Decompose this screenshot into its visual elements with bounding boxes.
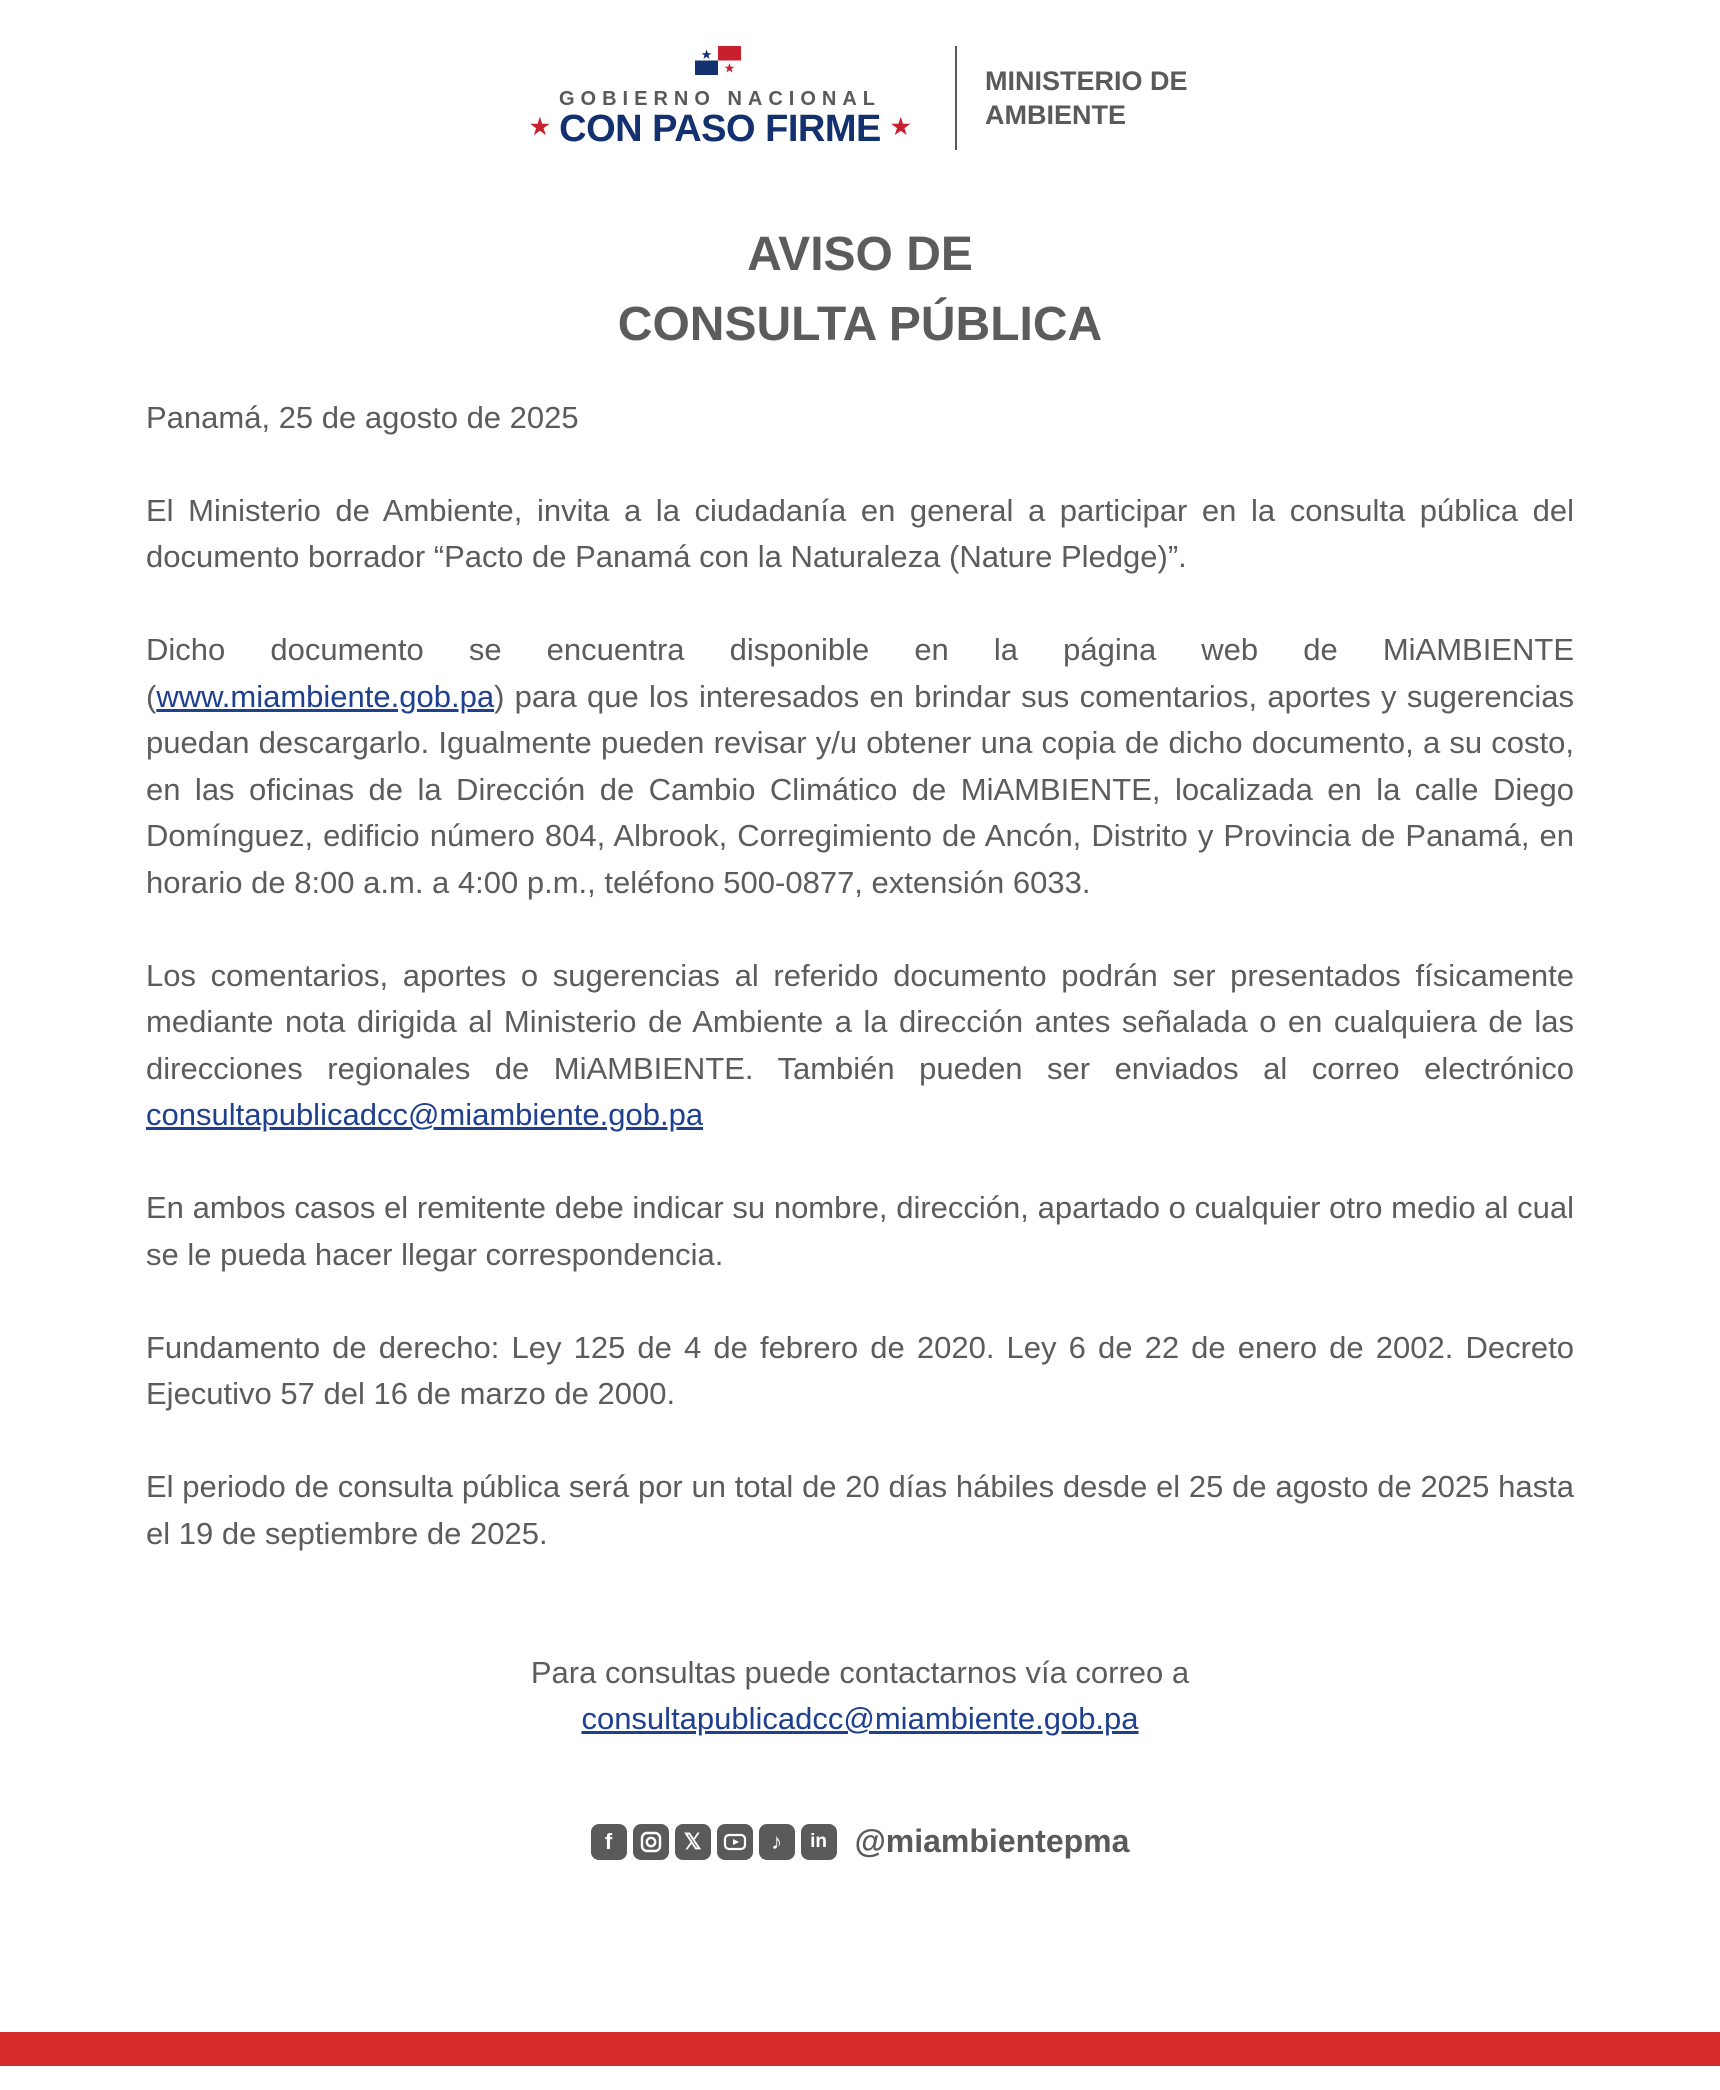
gobierno-nacional-text: GOBIERNO NACIONAL <box>559 88 881 110</box>
contact-section <box>0 1650 1720 1742</box>
document-body <box>146 395 1574 1604</box>
social-bar <box>0 1823 1720 1863</box>
paragraph-legal-basis: Fundamento de derecho: Ley 125 de 4 de febrero de 2020. Ley 6 de 22 de enero de 2002. Decreto Ejecutivo 57 del 16 de marzo de 2000. <box>146 1329 1574 1411</box>
social-handle: @miambientepma <box>854 1823 1130 1859</box>
linkedin-icon[interactable]: in <box>801 1824 837 1860</box>
title-line1: AVISO DE <box>747 228 973 281</box>
paragraph-sender: En ambos casos el remitente debe indicar su nombre, dirección, apartado o cualquier otro medio al cual se le pueda hacer llegar correspondencia. <box>146 1190 1574 1272</box>
paragraph-availability: Dicho documento se encuentra disponible en la página web de MiAMBIENTE (www.miambiente.gob.pa) para que los interesados en brindar sus comentarios, aportes y sugerencias puedan descargarlo. Igualmente pueden revisar y/u obtener una copia de dicho documento, a su costo, en las oficinas de la Dirección de Cambio Climático de MiAMBIENTE, localizada en la calle Diego Domínguez, edificio número 804, Albrook, Corregimiento de Ancón, Distrito y Provincia de Panamá, en horario de 8:00 a.m. a 4:00 p.m., teléfono 500-0877, extensión 6033. <box>146 632 1574 900</box>
header-logos <box>0 42 1720 152</box>
panama-flag-icon <box>695 46 741 75</box>
youtube-icon[interactable] <box>717 1824 753 1860</box>
contact-text: Para consultas puede contactarnos vía correo a <box>530 1655 1190 1690</box>
footer-color-bar <box>0 2032 1720 2066</box>
page-title <box>0 220 1720 360</box>
contact-email-link[interactable]: consultapublicadcc@miambiente.gob.pa <box>581 1701 1139 1736</box>
facebook-icon[interactable]: f <box>591 1824 627 1860</box>
ministry-line1: MINISTERIO DE <box>985 66 1188 96</box>
header-divider <box>955 46 957 150</box>
title-line2: CONSULTA PÚBLICA <box>617 298 1103 351</box>
paragraph-comments: Los comentarios, aportes o sugerencias al referido documento podrán ser presentados físicamente mediante nota dirigida al Ministerio de Ambiente a la dirección antes señalada o en cualquiera de las direcciones regionales de MiAMBIENTE. También pueden ser enviados al correo electrónico consultapublicadcc@miambiente.gob.pa <box>146 957 1574 1132</box>
x-icon[interactable]: 𝕏 <box>675 1824 711 1860</box>
ministry-line2: AMBIENTE <box>985 100 1126 130</box>
email-link[interactable]: consultapublicadcc@miambiente.gob.pa <box>146 1097 704 1132</box>
star-icon: ★ <box>890 113 911 139</box>
instagram-icon[interactable] <box>633 1824 669 1860</box>
con-paso-firme-logo <box>510 108 930 151</box>
ministry-name <box>985 64 1188 132</box>
paragraph-period: El periodo de consulta pública será por un total de 20 días hábiles desde el 25 de agosto de 2025 hasta el 19 de septiembre de 2025. <box>146 1469 1574 1551</box>
star-icon: ★ <box>529 113 550 139</box>
document-date: Panamá, 25 de agosto de 2025 <box>146 400 579 435</box>
paragraph-invitation: El Ministerio de Ambiente, invita a la ciudadanía en general a participar en la consulta pública del documento borrador “Pacto de Panamá con la Naturaleza (Nature Pledge)”. <box>146 492 1574 574</box>
website-link[interactable]: www.miambiente.gob.pa <box>156 678 495 714</box>
con-paso-firme-text: CON PASO FIRME <box>559 108 881 150</box>
tiktok-icon[interactable]: ♪ <box>759 1824 795 1860</box>
